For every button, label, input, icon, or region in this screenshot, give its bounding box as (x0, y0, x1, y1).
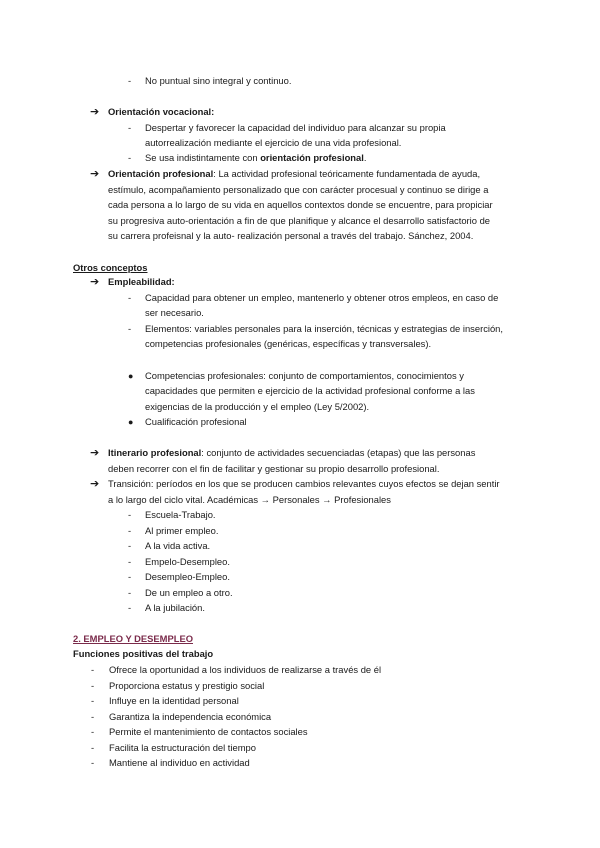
list-item-cont: autorrealización mediante el ejercicio de una vida profesional. (145, 137, 402, 148)
arrow-icon: ➔ (90, 276, 100, 288)
paragraph-line: su carrera profeisnal y la auto- realización personal a través del trabajo. Sánchez, 2004. (108, 230, 474, 241)
dash-marker: - (91, 726, 95, 737)
list-item: Competencias profesionales: conjunto de comportamientos, conocimientos y (145, 370, 464, 381)
list-item: Al primer empleo. (145, 525, 219, 536)
paragraph-line: Transición: períodos en los que se producen cambios relevantes cuyos efectos se dejan sentir (108, 478, 500, 489)
dash-marker: - (128, 292, 132, 303)
dash-marker: - (91, 680, 95, 691)
list-item: A la vida activa. (145, 540, 211, 551)
paragraph-line: estímulo, acompañamiento personalizado que con carácter procesual y continuo se dirige a (108, 184, 489, 195)
dash-marker: - (91, 742, 95, 753)
arrow-icon: ➔ (90, 447, 100, 459)
dash-marker: - (128, 152, 132, 163)
arrow-icon: ➔ (90, 168, 100, 180)
paragraph-line: cada persona a lo largo de su vida en aquellos contextos donde se encuentre, para propiciar (108, 199, 493, 210)
section-title-vocacional: Orientación vocacional: (108, 106, 215, 117)
list-item: Proporciona estatus y prestigio social (109, 680, 265, 691)
term-itinerario-profesional: Itinerario profesional (108, 447, 202, 458)
list-item: No puntual sino integral y continuo. (145, 75, 292, 86)
list-item: Facilita la estructuración del tiempo (109, 742, 256, 753)
list-item: Capacidad para obtener un empleo, mantenerlo y obtener otros empleos, en caso de (145, 292, 499, 303)
list-item: Despertar y favorecer la capacidad del individuo para alcanzar su propia (145, 122, 446, 133)
dash-marker: - (128, 525, 132, 536)
dash-marker: - (128, 323, 132, 334)
list-item-cont: exigencias de la producción y el empleo (Ley 5/2002). (145, 401, 370, 412)
list-item: Permite el mantenimiento de contactos sociales (109, 726, 308, 737)
dash-marker: - (128, 587, 132, 598)
list-item: Garantiza la independencia económica (109, 711, 272, 722)
paragraph-line: Orientación profesional: La actividad profesional teóricamente fundamentada de ayuda, (108, 168, 481, 179)
list-item: A la jubilación. (145, 602, 205, 613)
list-item: Mantiene al individuo en actividad (109, 757, 250, 768)
heading-otros-conceptos: Otros conceptos (73, 262, 148, 273)
list-item: Escuela-Trabajo. (145, 509, 216, 520)
bullet-marker: ● (128, 417, 134, 427)
dash-marker: - (128, 602, 132, 613)
bullet-marker: ● (128, 371, 134, 381)
list-item-cont: competencias profesionales (genéricas, específicas y transversales). (145, 338, 432, 349)
dash-marker: - (128, 540, 132, 551)
list-item-cont: ser necesario. (145, 307, 204, 318)
list-item: Se usa indistintamente con orientación profesional. (145, 152, 367, 163)
list-item: Ofrece la oportunidad a los individuos de realizarse a través de él (109, 664, 382, 675)
dash-marker: - (128, 509, 132, 520)
subheading-funciones-positivas: Funciones positivas del trabajo (73, 648, 214, 659)
paragraph-line: a lo largo del ciclo vital. Académicas → Personales → Profesionales (108, 494, 391, 505)
list-item: De un empleo a otro. (145, 587, 233, 598)
term-orientacion-profesional: Orientación profesional (108, 168, 214, 179)
dash-marker: - (91, 664, 95, 675)
paragraph-line: Itinerario profesional: conjunto de actividades secuenciadas (etapas) que las personas (108, 447, 476, 458)
arrow-icon: ➔ (90, 478, 100, 490)
section-heading-empleo-desempleo: 2. EMPLEO Y DESEMPLEO (73, 633, 193, 644)
paragraph-line: deben recorrer con el fin de facilitar y gestionar su propio desarrollo profesional. (108, 463, 440, 474)
list-item: Influye en la identidad personal (109, 695, 239, 706)
list-item: Empelo-Desempleo. (145, 556, 230, 567)
arrow-icon: ➔ (90, 106, 100, 118)
dash-marker: - (128, 75, 132, 86)
list-item-cont: capacidades que permiten e ejercicio de la actividad profesional conforme a las (145, 385, 475, 396)
list-item: Cualificación profesional (145, 416, 247, 427)
dash-marker: - (91, 757, 95, 768)
list-item: Desempleo-Empleo. (145, 571, 230, 582)
dash-marker: - (128, 556, 132, 567)
dash-marker: - (128, 571, 132, 582)
dash-marker: - (91, 711, 95, 722)
paragraph-line: su progresiva auto-orientación a fin de que planifique y alcance el desarrollo satisfactorio de (108, 215, 490, 226)
section-title-empleabilidad: Empleabilidad: (108, 276, 175, 287)
dash-marker: - (128, 122, 132, 133)
dash-marker: - (91, 695, 95, 706)
list-item: Elementos: variables personales para la inserción, técnicas y estrategias de inserción, (145, 323, 503, 334)
